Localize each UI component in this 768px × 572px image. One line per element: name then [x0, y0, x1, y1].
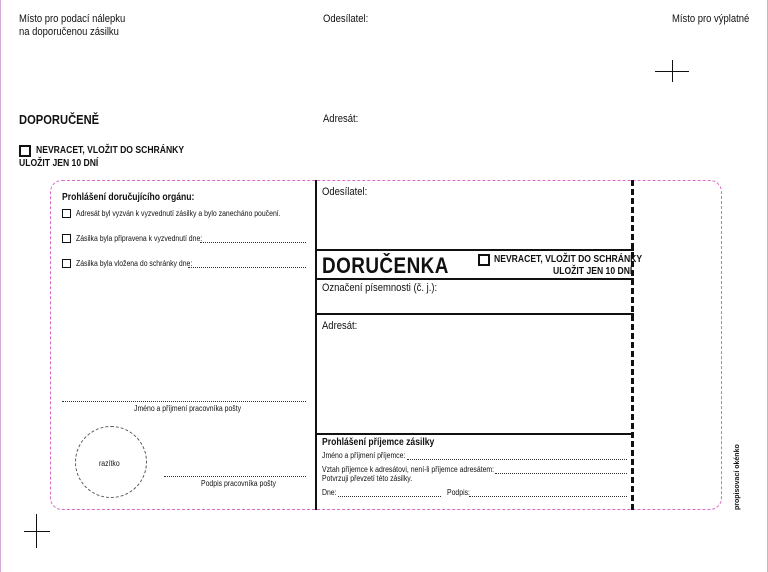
- stamp-label: razítko: [99, 459, 120, 468]
- declaration-option-3-label: Zásilka byla vložena do schránky dne:: [76, 259, 193, 268]
- card-title-bottom-rule: [317, 278, 634, 280]
- declaration-option-2-checkbox[interactable]: [62, 234, 71, 243]
- card-no-return-label: NEVRACET, VLOŽIT DO SCHRÁNKY: [494, 254, 643, 265]
- worker-signature-field[interactable]: [164, 476, 306, 477]
- card-addressee-label: Adresát:: [322, 320, 358, 332]
- no-return-label: NEVRACET, VLOŽIT DO SCHRÁNKY: [36, 145, 185, 156]
- worker-name-label: Jméno a příjmení pracovníka pošty: [134, 404, 242, 413]
- card-title: DORUČENKA: [322, 253, 449, 278]
- box-date-field[interactable]: [188, 267, 306, 268]
- recipient-date-label: Dne:: [322, 488, 337, 497]
- declaration-option-1-label: Adresát byl vyzván k vyzvednutí zásilky a bylo zanecháno poučení.: [76, 209, 281, 218]
- addressee-rule: [317, 433, 634, 435]
- sticker-place-line2: na doporučenou zásilku: [19, 26, 119, 38]
- ready-date-field[interactable]: [200, 242, 306, 243]
- recipient-confirm-text: Potvrzuji převzetí této zásilky.: [322, 474, 413, 483]
- crop-mark-bottom-left-v: [36, 514, 37, 548]
- crop-mark-top-right-v: [672, 60, 673, 82]
- tear-line: [631, 180, 634, 510]
- delivery-declaration-title: Prohlášení doručujícího orgánu:: [62, 192, 195, 203]
- top-sender-label: Odesílatel:: [323, 13, 369, 25]
- recipient-date-field[interactable]: [338, 496, 441, 497]
- recipient-declaration-title: Prohlášení příjemce zásilky: [322, 437, 435, 448]
- sticker-place-label: [19, 13, 143, 39]
- recipient-signature-field[interactable]: [469, 496, 627, 497]
- card-divider: [315, 180, 317, 510]
- top-addressee-label: Adresát:: [323, 113, 359, 125]
- document-ref-rule: [317, 313, 634, 315]
- recipient-signature-label: Podpis:: [447, 488, 470, 497]
- card-title-top-rule: [317, 249, 634, 251]
- postage-place-label: Místo pro výplatné: [672, 13, 750, 25]
- recipient-name-field[interactable]: [407, 459, 627, 460]
- side-label: propisovací okénko: [734, 444, 741, 510]
- card-no-return-checkbox[interactable]: [478, 254, 490, 266]
- registered-label: DOPORUČENĚ: [19, 112, 100, 127]
- worker-signature-label: Podpis pracovníka pošty: [201, 479, 276, 488]
- crop-mark-bottom-left: [24, 531, 50, 532]
- declaration-option-3-checkbox[interactable]: [62, 259, 71, 268]
- declaration-option-2-label: Zásilka byla připravena k vyzvednutí dne:: [76, 234, 203, 243]
- recipient-relation-field[interactable]: [495, 473, 627, 474]
- card-store-10-days-label: ULOŽIT JEN 10 DNÍ: [553, 266, 633, 277]
- recipient-name-label: Jméno a příjmení příjemce:: [322, 451, 406, 460]
- card-sender-label: Odesílatel:: [322, 186, 368, 198]
- declaration-option-1-checkbox[interactable]: [62, 209, 71, 218]
- no-return-checkbox[interactable]: [19, 145, 31, 157]
- recipient-relation-label: Vztah příjemce k adresátovi, není-li příjemce adresátem:: [322, 465, 495, 474]
- store-10-days-label: ULOŽIT JEN 10 DNÍ: [19, 158, 99, 169]
- document-ref-label: Označení písemnosti (č. j.):: [322, 282, 438, 294]
- worker-name-field[interactable]: [62, 401, 306, 402]
- sticker-place-line1: Místo pro podací nálepku: [19, 13, 126, 25]
